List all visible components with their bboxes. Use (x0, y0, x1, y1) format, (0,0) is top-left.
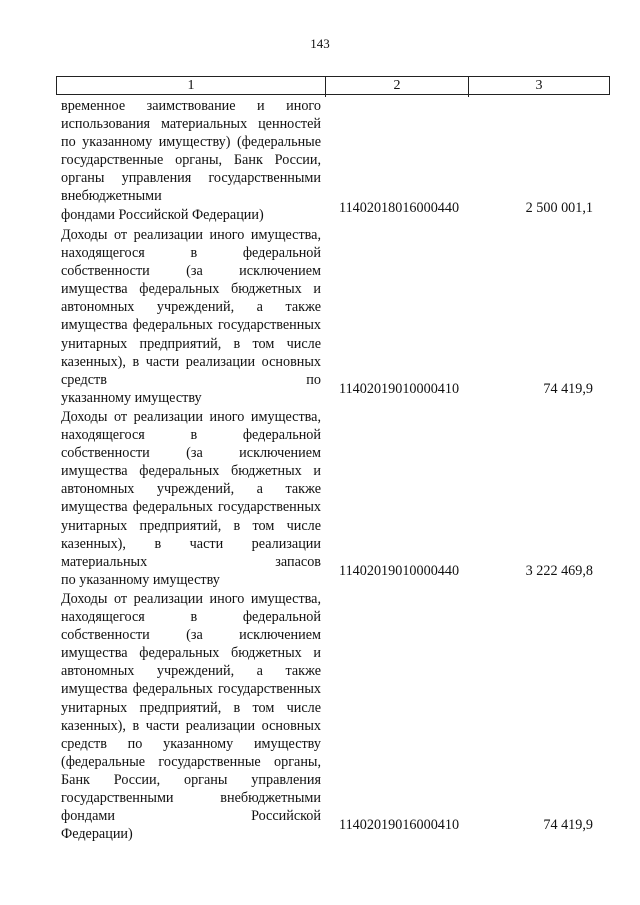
row-code: 11402019010000440 (339, 563, 460, 579)
row-description: Доходы от реализации иного имущества, находящегося в федеральной собственности (за исключением имущества федеральных бюджетных и автономных учреждений, а также имущества федеральных государственных унитарных предприятий, в том числе казенных), в части реализации основных средств по указанному имуществу (61, 227, 321, 406)
row-description-end: указанному имуществу (61, 389, 202, 406)
row-amount: 74 419,9 (543, 817, 593, 833)
column-header-1: 1 (56, 76, 326, 95)
row-amount: 3 222 469,8 (525, 563, 593, 579)
column-divider (325, 95, 326, 97)
column-divider (468, 95, 469, 97)
row-description-end: Федерации) (61, 826, 133, 843)
column-header-3: 3 (468, 76, 610, 95)
row-description: временное заимствование и иного использования материальных ценностей по указанному имуществу) (федеральные государственные органы, Банк России, органы управления государственными внебюджетными фондами Российской Федерации) (61, 98, 321, 223)
row-amount: 2 500 001,1 (525, 200, 593, 216)
column-header-2: 2 (325, 76, 469, 95)
table-header (56, 76, 610, 95)
row-code: 11402018016000440 (339, 200, 460, 216)
row-description: Доходы от реализации иного имущества, находящегося в федеральной собственности (за исключением имущества федеральных бюджетных и автономных учреждений, а также имущества федеральных государственных унитарных предприятий, в том числе казенных), в части реализации материальных запасов по указанному имуществу (61, 409, 321, 588)
row-code: 11402019016000410 (339, 817, 460, 833)
page-number: 143 (310, 36, 330, 51)
row-description-end: по указанному имуществу (61, 571, 220, 588)
row-description: Доходы от реализации иного имущества, находящегося в федеральной собственности (за исключением имущества федеральных бюджетных и автономных учреждений, а также имущества федеральных государственных унитарных предприятий, в том числе казенных), в части реализации основных средств по указанному имуществу (федеральные государственные органы, Банк России, органы управления государственными внебюджетными фондами Российской Федерации) (61, 591, 321, 843)
row-description-end: фондами Российской Федерации) (61, 206, 264, 223)
row-code: 11402019010000410 (339, 381, 460, 397)
row-amount: 74 419,9 (543, 381, 593, 397)
